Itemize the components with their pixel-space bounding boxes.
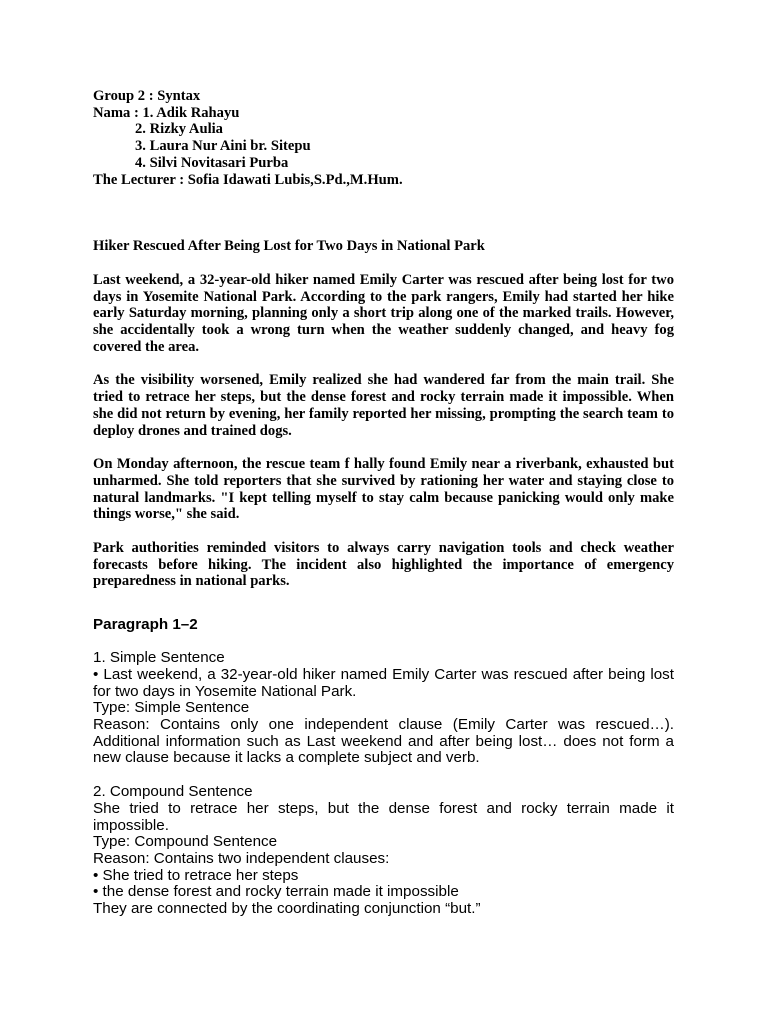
sentence-reason: Reason: Contains only one independent clause (Emily Carter was rescued…). Additional information such as Last weekend and after being lost… does not form a new clause because it lacks a complete subject and verb. [93, 715, 674, 767]
names-label: Nama : 1. Adik Rahayu [93, 104, 240, 121]
article-paragraph: As the visibility worsened, Emily realized she had wandered far from the main trail. She tried to retrace her steps, but the dense forest and rocky terrain made it impossible. When she did not return by evening, her family reported her missing, prompting the search team to deploy drones and trained dogs. [93, 372, 674, 439]
author-header [93, 88, 674, 188]
group-line: Group 2 : Syntax [93, 88, 201, 104]
clause-bullet: • the dense forest and rocky terrain made it impossible [93, 883, 459, 901]
document-page [93, 88, 674, 918]
sentence-type: Type: Simple Sentence [93, 699, 250, 717]
conclusion-line: They are connected by the coordinating conjunction “but.” [93, 900, 481, 918]
analysis-heading: Paragraph 1–2 [93, 616, 198, 634]
analysis-item-compound [93, 784, 674, 918]
article-paragraph: On Monday afternoon, the rescue team f hally found Emily near a riverbank, exhausted but unharmed. She told reporters that she survived by rationing her water and staying close to natural landmarks. "I kept telling myself to stay calm because panicking would only make things worse," she said. [93, 456, 674, 523]
example-sentence: She tried to retrace her steps, but the dense forest and rocky terrain made it impossible. [93, 799, 674, 834]
example-sentence: • Last weekend, a 32-year-old hiker named Emily Carter was rescued after being lost for two days in Yosemite National Park. [93, 665, 674, 700]
sentence-type: Type: Compound Sentence [93, 833, 278, 851]
sentence-reason: Reason: Contains two independent clauses: [93, 849, 390, 867]
analysis-item-simple [93, 650, 674, 767]
analysis-item-title: 2. Compound Sentence [93, 783, 253, 801]
member-name: 4. Silvi Novitasari Purba [135, 154, 289, 171]
analysis-item-title: 1. Simple Sentence [93, 649, 225, 667]
article-title: Hiker Rescued After Being Lost for Two Days in National Park [93, 238, 485, 255]
article-paragraph: Last weekend, a 32-year-old hiker named Emily Carter was rescued after being lost for two days in Yosemite National Park. According to the park rangers, Emily had started her hike early Saturday morning, planning only a short trip along one of the marked trails. However, she accidentally took a wrong turn when the weather suddenly changed, and heavy fog covered the area. [93, 271, 674, 355]
lecturer-line: The Lecturer : Sofia Idawati Lubis,S.Pd.,M.Hum. [93, 171, 403, 188]
member-name: 3. Laura Nur Aini br. Sitepu [135, 138, 311, 155]
member-name: 2. Rizky Aulia [135, 121, 223, 138]
clause-bullet: • She tried to retrace her steps [93, 866, 299, 884]
article-paragraph: Park authorities reminded visitors to always carry navigation tools and check weather forecasts before hiking. The incident also highlighted the importance of emergency preparedness in national parks. [93, 540, 674, 590]
